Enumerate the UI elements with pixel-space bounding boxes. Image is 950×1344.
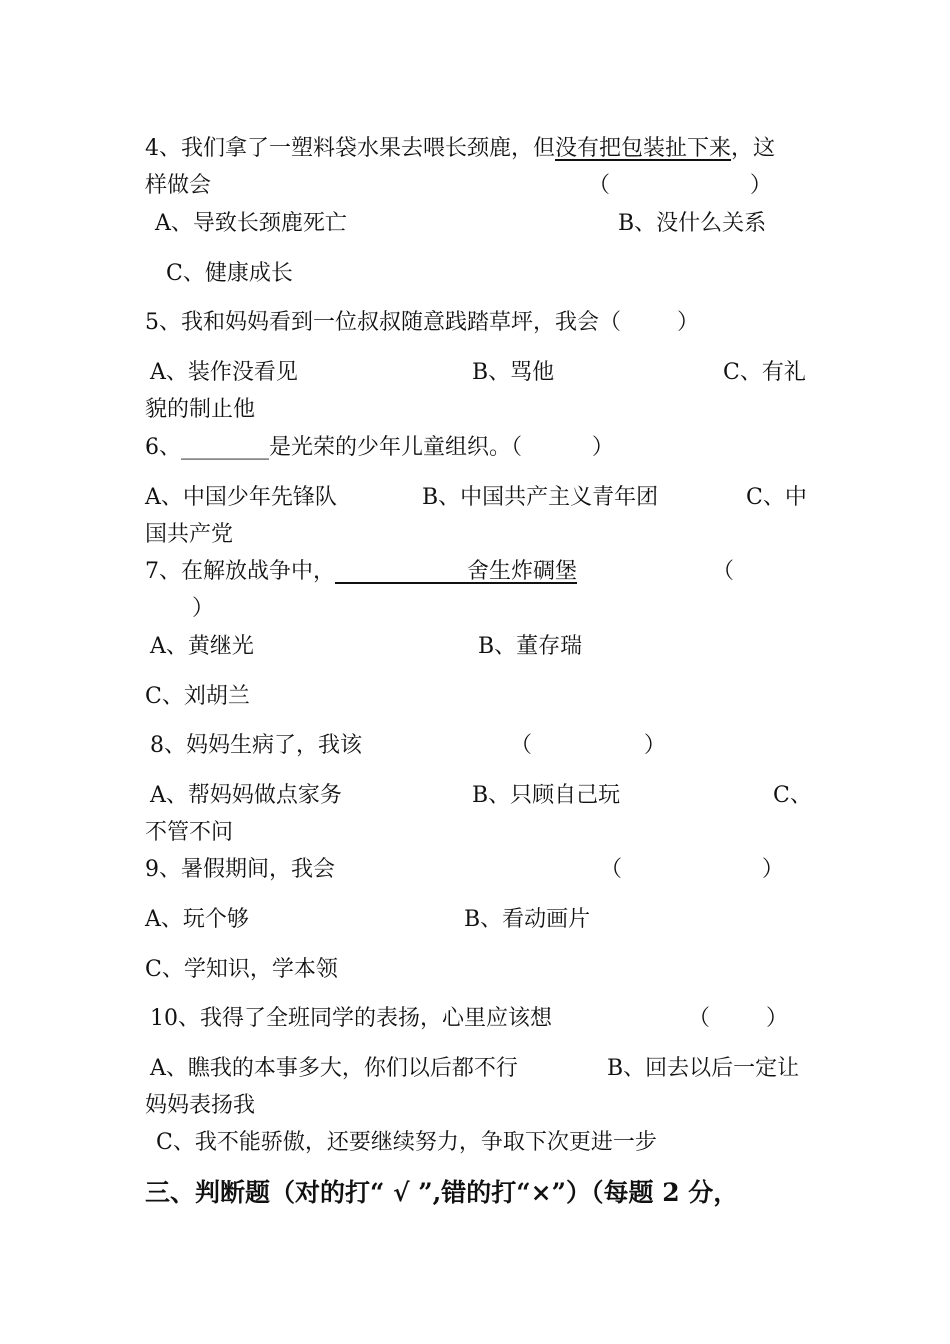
q4-stem-tail: ，这 (731, 136, 776, 161)
q7-option-c: C、刘胡兰 (145, 684, 250, 709)
q10-option-c: C、我不能骄傲，还要继续努力，争取下次更进一步 (156, 1130, 657, 1155)
q10-option-a: A、瞧我的本事多大，你们以后都不行 (150, 1056, 518, 1081)
q6-option-c-cont: 国共产党 (145, 522, 234, 547)
q10-option-b: B、回去以后一定让 (607, 1056, 800, 1081)
q9-option-b: B、看动画片 (464, 907, 591, 932)
q6-stem: 6、________是光荣的少年儿童组织。（ ） (145, 435, 614, 460)
q5-option-a: A、装作没看见 (150, 360, 298, 385)
q7-stem-text: 7、在解放战争中， (145, 559, 335, 584)
q6-option-c: C、中 (746, 485, 807, 510)
q4-option-c: C、健康成长 (166, 261, 293, 286)
q10-answer-paren: （ ） (688, 1006, 788, 1031)
q8-stem: 8、妈妈生病了，我该 (150, 733, 362, 758)
q6-option-a: A、中国少年先锋队 (145, 485, 337, 510)
q10-stem: 10、我得了全班同学的表扬，心里应该想 (150, 1006, 552, 1031)
q4-option-a: A、导致长颈鹿死亡 (155, 211, 347, 236)
q8-option-c-cont: 不管不问 (145, 820, 234, 845)
q9-option-a: A、玩个够 (145, 907, 249, 932)
q5-option-c: C、有礼 (723, 360, 806, 385)
q5-option-c-cont: 貌的制止他 (145, 397, 256, 422)
section-3-heading: 三、判断题（对的打“ √ ”,错的打“×”）（每题 2 分， (145, 1178, 739, 1207)
q7-paren-right: ） (192, 596, 215, 621)
q9-answer-paren: （ ） (600, 857, 784, 882)
q9-option-c: C、学知识，学本领 (145, 957, 338, 982)
q8-option-b: B、只顾自己玩 (472, 783, 621, 808)
q4-answer-paren: （ ） (588, 173, 772, 198)
q4-stem-underlined: 没有把包装扯下来 (555, 136, 732, 161)
q7-stem (145, 559, 577, 585)
q8-option-c: C、 (773, 783, 812, 808)
q4-stem-line2: 样做会 (145, 173, 212, 198)
q5-stem: 5、我和妈妈看到一位叔叔随意践踏草坪，我会（ ） (145, 310, 699, 335)
q8-option-a: A、帮妈妈做点家务 (150, 783, 342, 808)
q7-option-b: B、董存瑞 (478, 634, 583, 659)
q7-paren-left: （ (712, 559, 735, 584)
q4-stem-text: 4、我们拿了一塑料袋水果去喂长颈鹿，但 (145, 136, 555, 161)
q4-option-b: B、没什么关系 (618, 211, 767, 236)
q7-option-a: A、黄继光 (150, 634, 254, 659)
q7-stem-blank: ____________舍生炸碉堡 (335, 559, 578, 584)
q8-answer-paren: （ ） (510, 733, 666, 758)
q9-stem: 9、暑假期间，我会 (145, 857, 335, 882)
q4-stem (145, 136, 775, 162)
q6-option-b: B、中国共产主义青年团 (422, 485, 659, 510)
q10-option-b-cont: 妈妈表扬我 (145, 1093, 256, 1118)
q5-option-b: B、骂他 (472, 360, 555, 385)
